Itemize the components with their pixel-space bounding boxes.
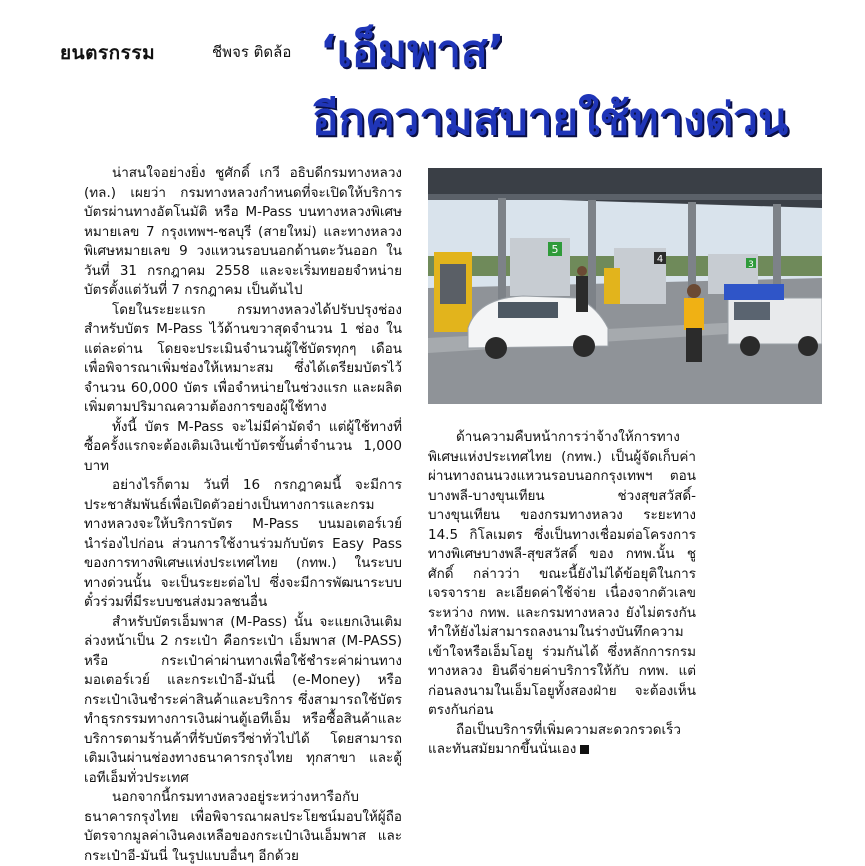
booth-number: 3 bbox=[748, 260, 754, 270]
section-label: ยนตรกรรม bbox=[60, 42, 156, 64]
paragraph-text: ถือเป็นบริการที่เพิ่มความสะดวกรวดเร็ว และทันสมัยมากขึ้นนั่นเอง bbox=[428, 721, 681, 757]
headline-line-2: อีกความสบายใช้ทางด่วน bbox=[312, 94, 789, 145]
right-column bbox=[428, 428, 696, 760]
left-column bbox=[84, 164, 402, 866]
booth-number: 4 bbox=[656, 254, 664, 265]
paragraph: น่าสนใจอย่างยิ่ง ชูศักดิ์ เกวี อธิบดีกรมทางหลวง (ทล.) เผยว่า กรมทางหลวงกำหนดที่จะเปิดให้บริการบัตรผ่านทางอัตโนมัติ หรือ M-Pass บนทางหลวงพิเศษหมายเลข 7 กรุงเทพฯ-ชลบุรี (สายใหม่) และทางหลวงพิเศษหมายเลข 9 วงแหวนรอบนอกด้านตะวันออก ในวันที่ 31 กรกฎาคม 2558 และจะเริ่มทยอยจำหน่ายบัตรตั้งแต่วันที่ 7 กรกฎาคม เป็นต้นไป bbox=[84, 165, 402, 298]
booth-number: 5 bbox=[551, 243, 559, 256]
byline: ชีพจร ติดล้อ bbox=[212, 43, 292, 61]
toll-plaza-illustration bbox=[428, 168, 822, 404]
paragraph: นอกจากนี้กรมทางหลวงอยู่ระหว่างหารือกับธนาคารกรุงไทย เพื่อพิจารณาผลประโยชน์มอบให้ผู้ถือบัตรจากมูลค่าเงินคงเหลือของกระเป๋าเงินเอ็มพาส และกระเป๋าอี-มันนี่ ในรูปแบบอื่นๆ อีกด้วย bbox=[84, 789, 402, 864]
paragraph: ด้านความคืบหน้าการว่าจ้างให้การทางพิเศษแห่งประเทศไทย (กทพ.) เป็นผู้จัดเก็บค่าผ่านทางถนนวงแหวนรอบนอกกรุงเทพฯ ตอนบางพลี-บางขุนเทียน ช่วงสุขสวัสดิ์-บางขุนเทียน ของกรมทางหลวง ระยะทาง 14.5 กิโลเมตร ซึ่งเป็นทางเชื่อมต่อโครงการทางพิเศษบางพลี-สุขสวัสดิ์ ของ กทพ.นั้น ชูศักดิ์ กล่าวว่า ขณะนี้ยังไม่ได้ข้อยุติในการเจรจาราย ละเอียดค่าใช้จ่าย เนื่องจากตัวเลขระหว่าง กทพ. และกรมทางหลวง ยังไม่ตรงกัน ทำให้ยังไม่สามารถลงนามในร่างบันทึกความเข้าใจหรือเอ็มโอยู ร่วมกันได้ ซึ่งหลักการกรมทางหลวง ยินดีจ่ายค่าบริการให้กับ กทพ. แต่ก่อนลงนามในเอ็มโอยูทั้งสองฝ่าย จะต้องเห็นตรงกันก่อน bbox=[428, 429, 696, 718]
paragraph: อย่างไรก็ตาม วันที่ 16 กรกฎาคมนี้ จะมีการประชาสัมพันธ์เพื่อเปิดตัวอย่างเป็นทางการและกรมทางหลวงจะให้บริการบัตร M-Pass บนมอเตอร์เวย์นำร่องไปก่อน ส่วนการใช้งานร่วมกับบัตร Easy Pass ของการทางพิเศษแห่งประเทศไทย (กทพ.) ในระบบทางด่วนนั้น จะเป็นระยะต่อไป ซึ่งจะมีการพัฒนาระบบตั๋วร่วมที่มีระบบชนส่งมวลชนอื่น bbox=[84, 477, 402, 610]
end-mark-icon bbox=[580, 745, 589, 754]
paragraph: โดยในระยะแรก กรมทางหลวงได้ปรับปรุงช่องสำหรับบัตร M-Pass ไว้ด้านขวาสุดจำนวน 1 ช่อง ในแต่ละด่าน โดยจะประเมินจำนวนผู้ใช้บัตรทุกๆ เดือน เพื่อพิจารณาเพิ่มช่องให้เหมาะสม ซึ่งได้เตรียมบัตรไว้จำนวน 60,000 บัตร เพื่อจำหน่ายในช่วงแรก และผลิตเพิ่มตามปริมาณความต้องการของผู้ใช้ทาง bbox=[84, 301, 402, 415]
paragraph: ทั้งนี้ บัตร M-Pass จะไม่มีค่ามัดจำ แต่ผู้ใช้ทางที่ซื้อครั้งแรกจะต้องเติมเงินเข้าบัตรขั้นต่ำจำนวน 1,000 บาท bbox=[84, 418, 402, 474]
toll-plaza-photo bbox=[428, 168, 822, 404]
paragraph-final bbox=[428, 721, 696, 760]
paragraph: สำหรับบัตรเอ็มพาส (M-Pass) นั้น จะแยกเงินเติมล่วงหน้าเป็น 2 กระเป๋า คือกระเป๋า เอ็มพาส (M-PASS) หรือ กระเป๋าค่าผ่านทางเพื่อใช้ชำระค่าผ่านทางมอเตอร์เวย์ และกระเป๋าอี-มันนี่ (e-Money) หรือกระเป๋าเงินชำระค่าสินค้าและบริการ ซึ่งสามารถใช้บัตรทำธุรกรรมทางการเงินผ่านตู้เอทีเอ็ม หรือซื้อสินค้าและบริการตามร้านค้าที่รับบัตรวีซ่าทั่วไปได้ โดยสามารถเติมเงินผ่านช่องทางธนาคารกรุงไทย ทุกสาขา และตู้เอทีเอ็มทั่วประเทศ bbox=[84, 613, 402, 786]
headline-line-1: ‘เอ็มพาส’ bbox=[320, 26, 505, 77]
